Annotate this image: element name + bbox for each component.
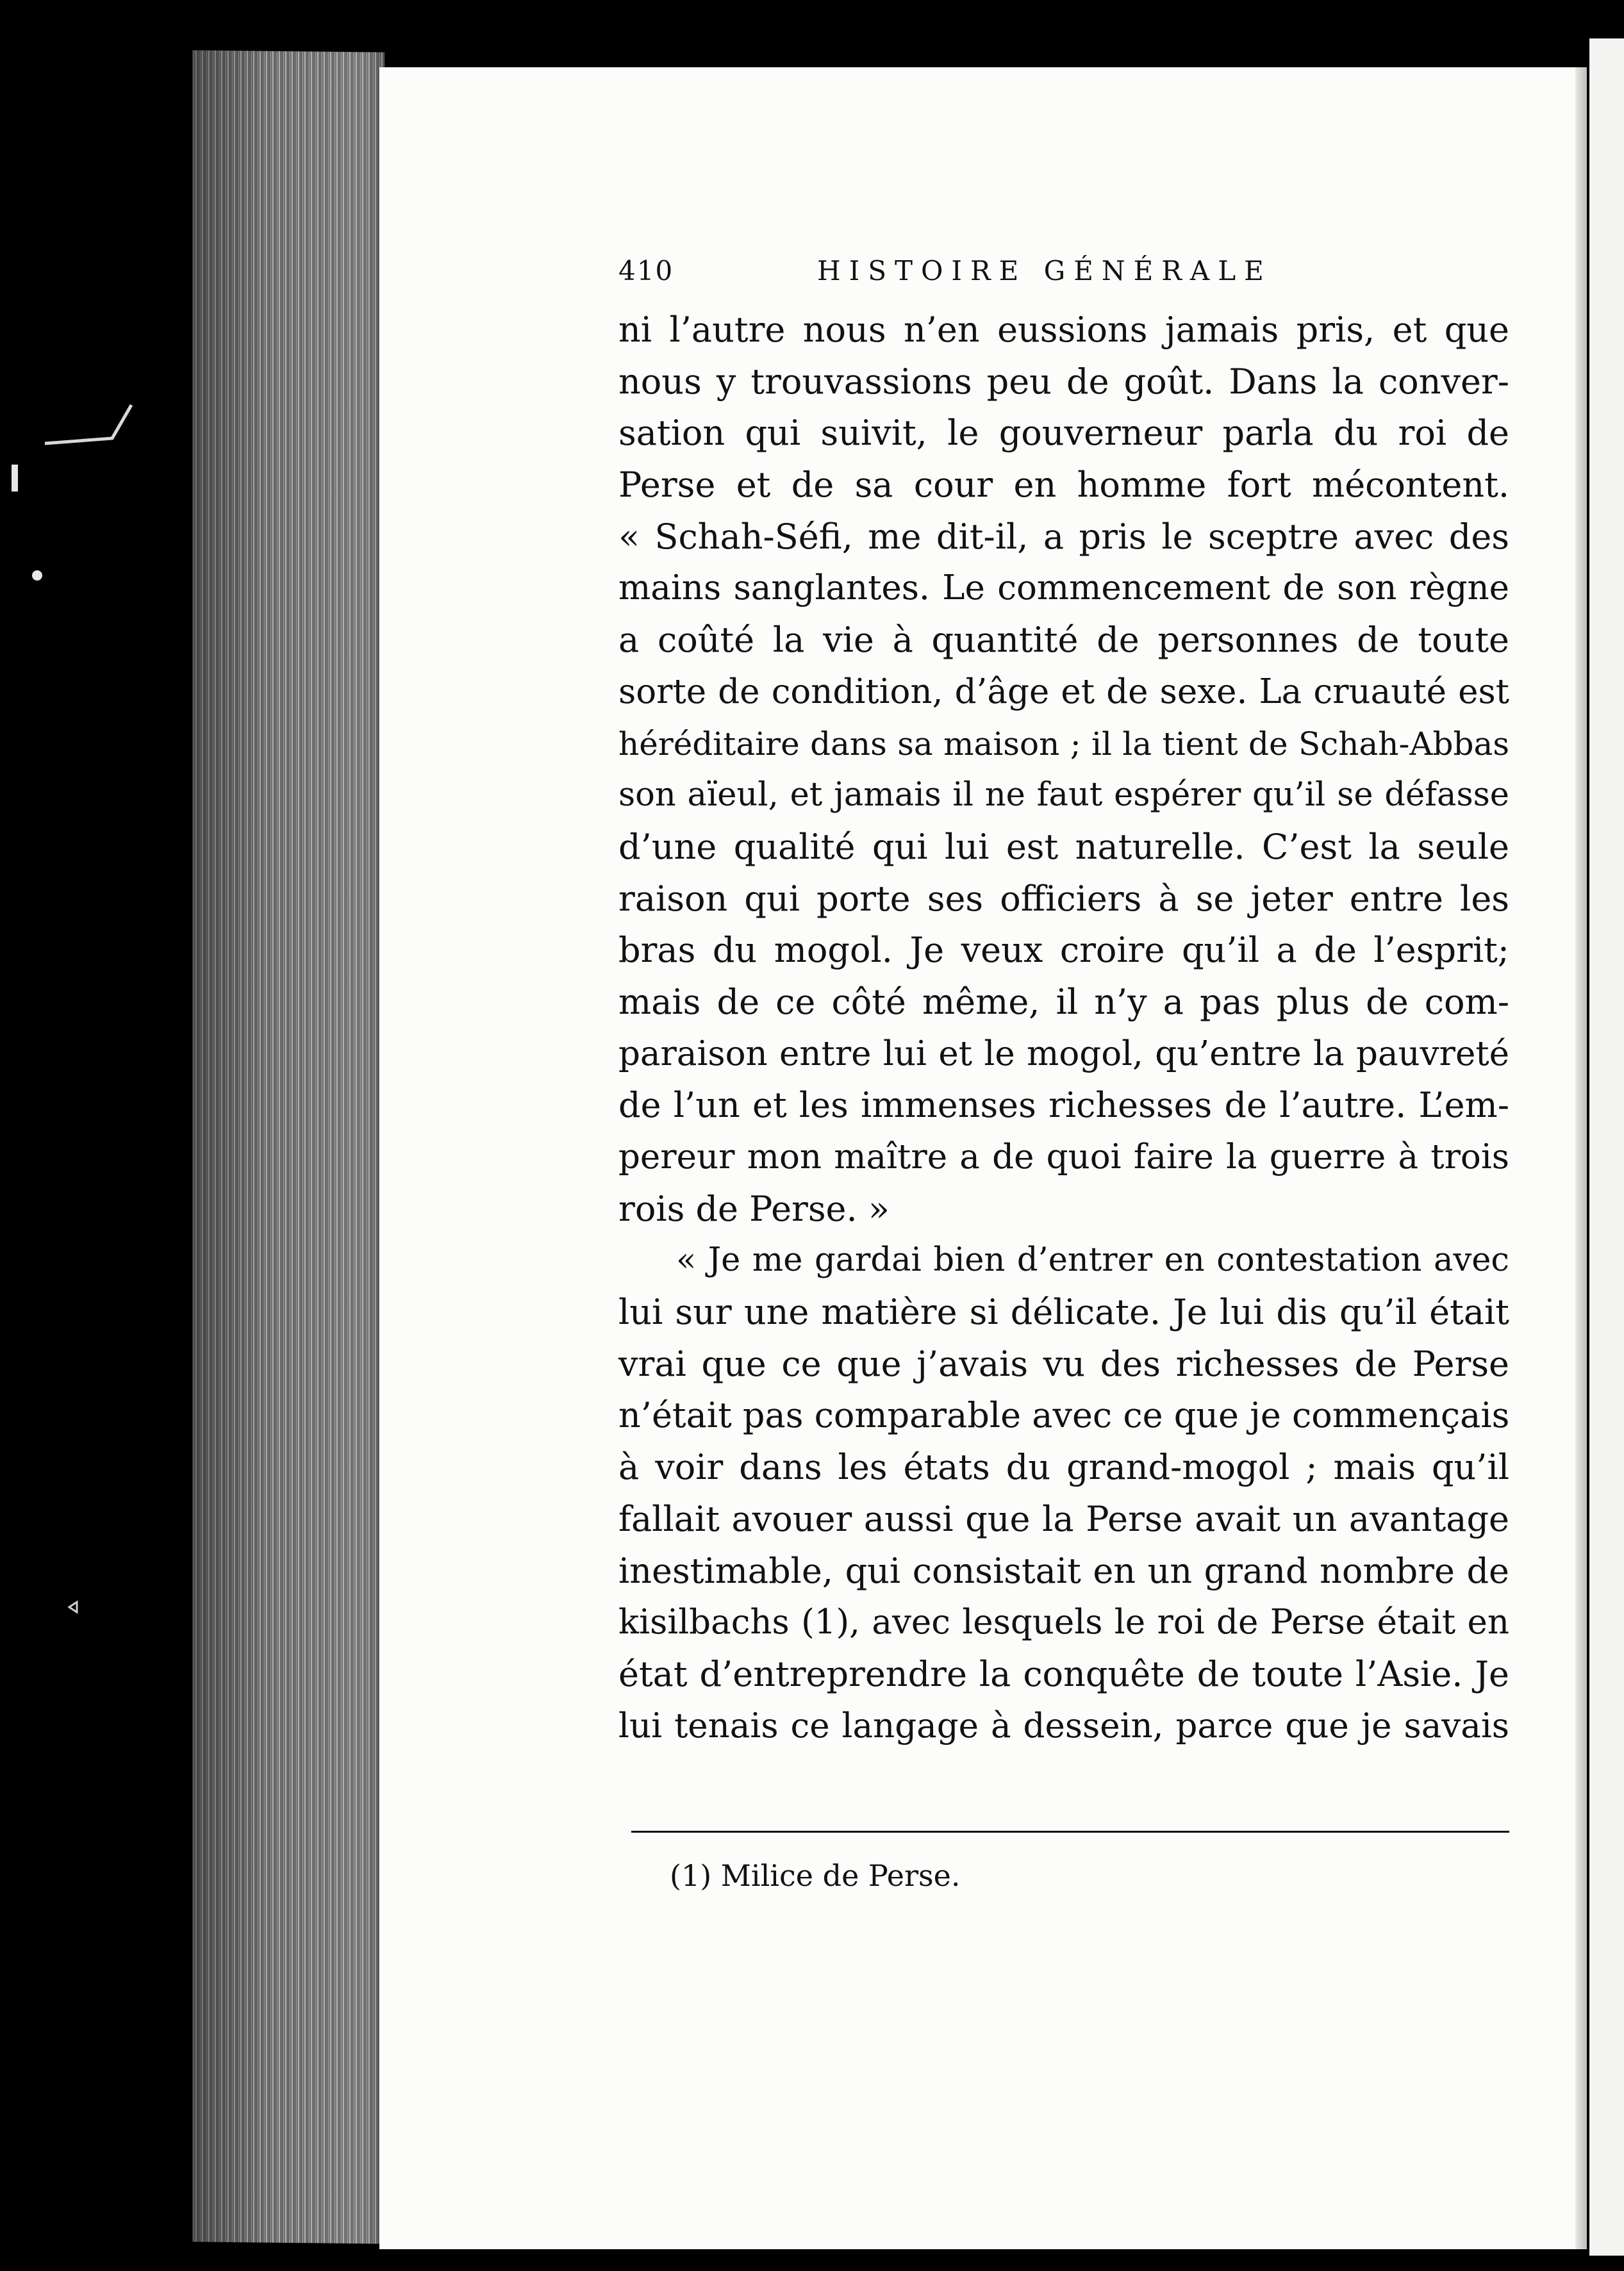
paragraph-last-line: rois de Perse. » — [618, 1188, 890, 1229]
text-line: Perse et de sa cour en homme fort mécontent. — [618, 465, 1509, 506]
footnote-rule — [631, 1831, 1509, 1833]
text-line: mais de ce côté même, il n’y a pas plus de com- — [618, 981, 1509, 1022]
running-title: HISTOIRE GÉNÉRALE — [817, 255, 1272, 286]
running-head — [618, 255, 1279, 300]
text-line: bras du mogol. Je veux croire qu’il a de l’esprit; — [618, 930, 1509, 971]
text-line: lui sur une matière si délicate. Je lui dis qu’il était — [618, 1292, 1509, 1333]
book-page-edges — [192, 50, 385, 2243]
text-line: héréditaire dans sa maison ; il la tient de Schah-Abbas — [618, 725, 1509, 763]
text-line: pereur mon maître a de quoi faire la guerre à trois — [618, 1137, 1509, 1177]
page-number: 410 — [618, 255, 674, 286]
text-line: état d’entreprendre la conquête de toute l’Asie. Je — [618, 1653, 1509, 1694]
text-line: lui tenais ce langage à dessein, parce que je savais — [618, 1706, 1509, 1746]
text-line: raison qui porte ses officiers à se jeter entre les — [618, 878, 1509, 919]
text-line: a coûté la vie à quantité de personnes de toute — [618, 620, 1509, 661]
text-line: son aïeul, et jamais il ne faut espérer qu’il se défasse — [618, 776, 1509, 814]
text-line: ni l’autre nous n’en eussions jamais pris, et que — [618, 310, 1509, 350]
text-line: kisilbachs (1), avec lesquels le roi de Perse était en — [618, 1603, 1509, 1642]
text-line: paraison entre lui et le mogol, qu’entre la pauvreté — [618, 1034, 1509, 1073]
edge-mark-triangle — [69, 1602, 77, 1612]
footnote: (1) Milice de Perse. — [670, 1858, 961, 1893]
pen-stroke-mark — [45, 405, 131, 443]
body-text — [618, 304, 1509, 1752]
adjacent-page-edge — [1589, 38, 1624, 2256]
text-line: sorte de condition, d’âge et de sexe. La cruauté est — [618, 672, 1509, 711]
text-line: « Schah-Séfi, me dit-il, a pris le sceptre avec des — [618, 516, 1509, 557]
text-line: nous y trouvassions peu de goût. Dans la conver- — [618, 361, 1509, 402]
paragraph-first-line: « Je me gardai bien d’entrer en contestation avec — [676, 1241, 1509, 1280]
text-line: inestimable, qui consistait en un grand nombre de — [618, 1550, 1509, 1591]
edge-mark-dot — [32, 570, 42, 581]
text-line: sation qui suivit, le gouverneur parla du roi de — [618, 413, 1509, 454]
edge-mark-upper — [12, 465, 18, 491]
text-line: vrai que ce que j’avais vu des richesses de Perse — [618, 1343, 1509, 1384]
page-gutter — [1575, 67, 1587, 2249]
text-line: n’était pas comparable avec ce que je commençais — [618, 1395, 1510, 1436]
margin-scan-marks — [0, 0, 186, 2271]
text-line: mains sanglantes. Le commencement de son règne — [618, 568, 1509, 608]
text-line: fallait avouer aussi que la Perse avait un avantage — [618, 1498, 1509, 1539]
text-line: à voir dans les états du grand-mogol ; mais qu’il — [618, 1447, 1509, 1488]
text-line: de l’un et les immenses richesses de l’autre. L’em- — [618, 1085, 1509, 1126]
text-line: d’une qualité qui lui est naturelle. C’est la seule — [618, 826, 1509, 867]
